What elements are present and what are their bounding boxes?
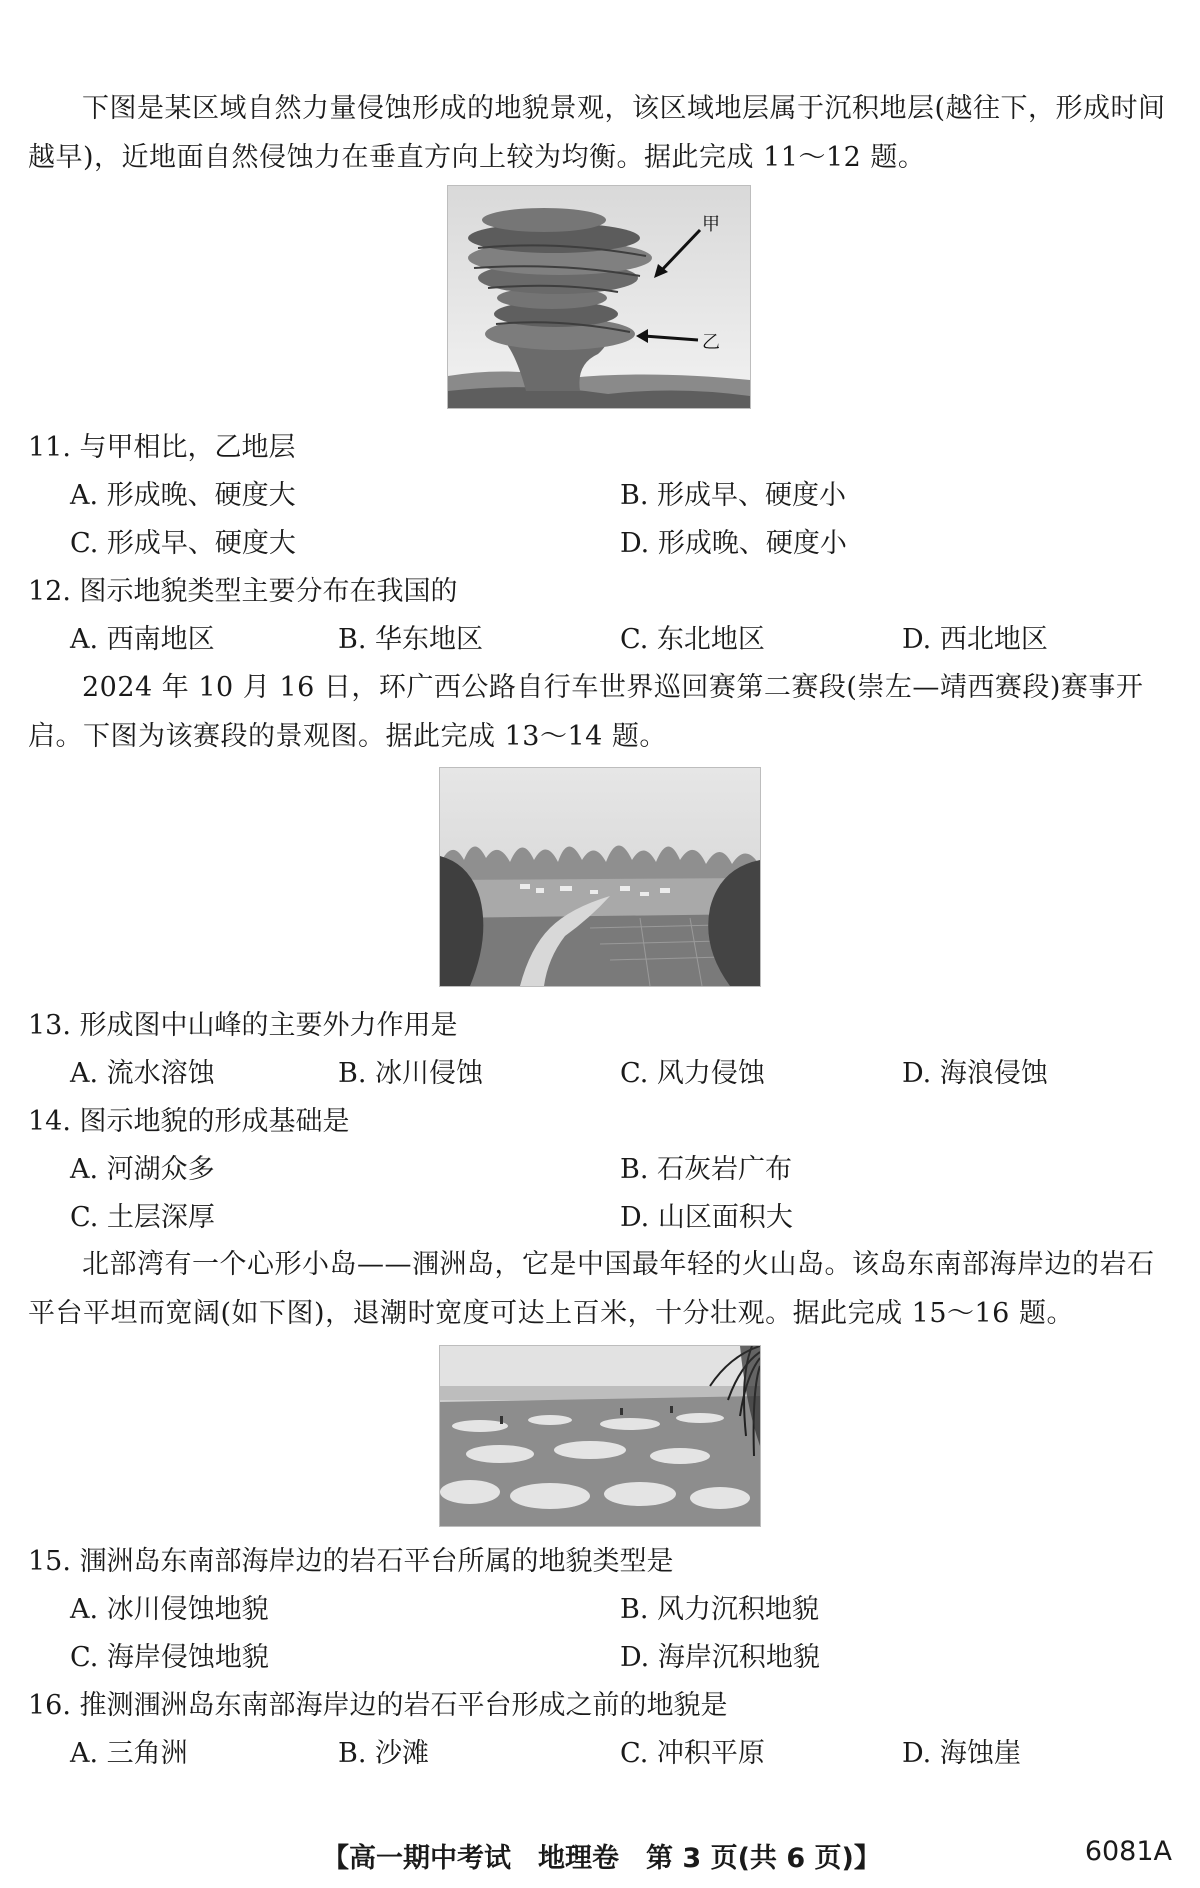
question-14-option-d[interactable]: D. 山区面积大: [620, 1202, 793, 1233]
question-13-option-c[interactable]: C. 风力侵蚀: [620, 1058, 765, 1089]
question-12-stem: 12. 图示地貌类型主要分布在我国的: [28, 576, 458, 607]
question-13-option-b[interactable]: B. 冰川侵蚀: [338, 1058, 484, 1089]
question-16-stem: 16. 推测涠洲岛东南部海岸边的岩石平台形成之前的地貌是: [28, 1690, 728, 1721]
page-footer: [0, 1836, 1200, 1876]
question-15-option-d[interactable]: D. 海岸沉积地貌: [620, 1642, 820, 1673]
question-12-option-c[interactable]: C. 东北地区: [620, 624, 765, 655]
footer-title: 【高一期中考试 地理卷 第 3 页(共 6 页)】: [322, 1843, 881, 1874]
question-12-option-a[interactable]: A. 西南地区: [70, 624, 215, 655]
question-15-option-a[interactable]: A. 冰川侵蚀地貌: [70, 1594, 269, 1625]
question-16-option-b[interactable]: B. 沙滩: [338, 1738, 430, 1769]
question-16-option-c[interactable]: C. 冲积平原: [620, 1738, 765, 1769]
question-14-stem: 14. 图示地貌的形成基础是: [28, 1106, 350, 1137]
question-16-option-d[interactable]: D. 海蚀崖: [902, 1738, 1021, 1769]
intro-paragraph-15-16: 北部湾有一个心形小岛——涠洲岛，它是中国最年轻的火山岛。该岛东南部海岸边的岩石平台平坦而宽阔(如下图)，退潮时宽度可达上百米，十分壮观。据此完成 15～16 题。: [28, 1249, 1155, 1329]
question-16-option-a[interactable]: A. 三角洲: [70, 1738, 188, 1769]
intro-paragraph-11-12: 下图是某区域自然力量侵蚀形成的地貌景观，该区域地层属于沉积地层(越往下，形成时间越早)，近地面自然侵蚀力在垂直方向上较为均衡。据此完成 11～12 题。: [28, 93, 1166, 173]
intro-paragraph-13-14: 2024 年 10 月 16 日，环广西公路自行车世界巡回赛第二赛段(崇左—靖西赛段)赛事开启。下图为该赛段的景观图。据此完成 13～14 题。: [28, 672, 1144, 752]
question-12-option-d[interactable]: D. 西北地区: [902, 624, 1048, 655]
label-yi: 乙: [702, 332, 720, 353]
question-15-option-c[interactable]: C. 海岸侵蚀地貌: [70, 1642, 269, 1673]
question-11-stem: 11. 与甲相比，乙地层: [28, 432, 296, 463]
question-11-option-a[interactable]: A. 形成晚、硬度大: [70, 480, 296, 511]
question-13-option-d[interactable]: D. 海浪侵蚀: [902, 1058, 1048, 1089]
karst-landscape-photo: [440, 768, 760, 986]
question-15-option-b[interactable]: B. 风力沉积地貌: [620, 1594, 820, 1625]
question-11-option-b[interactable]: B. 形成早、硬度小: [620, 480, 847, 511]
question-11-option-c[interactable]: C. 形成早、硬度大: [70, 528, 296, 559]
question-14-option-a[interactable]: A. 河湖众多: [70, 1154, 215, 1185]
paper-code: 6081A: [1084, 1836, 1172, 1867]
mushroom-rock-photo: [448, 186, 750, 408]
rock-platform-photo: [440, 1346, 760, 1526]
question-12-option-b[interactable]: B. 华东地区: [338, 624, 484, 655]
question-14-option-c[interactable]: C. 土层深厚: [70, 1202, 215, 1233]
question-13-option-a[interactable]: A. 流水溶蚀: [70, 1058, 215, 1089]
question-11-option-d[interactable]: D. 形成晚、硬度小: [620, 528, 847, 559]
question-15-stem: 15. 涠洲岛东南部海岸边的岩石平台所属的地貌类型是: [28, 1546, 674, 1577]
label-jia: 甲: [702, 214, 720, 235]
question-13-stem: 13. 形成图中山峰的主要外力作用是: [28, 1010, 458, 1041]
question-14-option-b[interactable]: B. 石灰岩广布: [620, 1154, 793, 1185]
